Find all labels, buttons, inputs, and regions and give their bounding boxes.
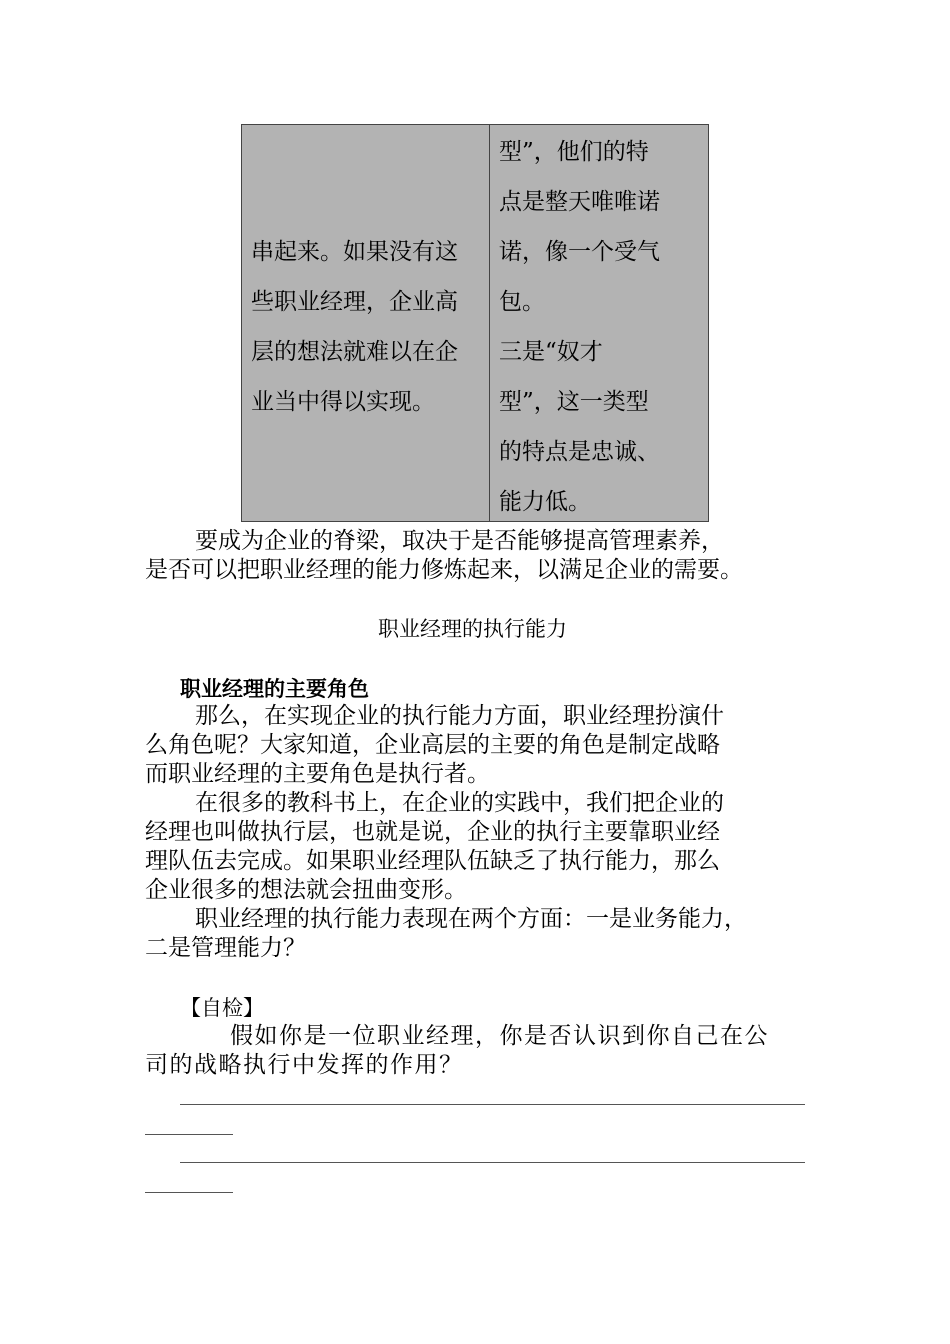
answer-line (145, 1134, 233, 1135)
paragraph-line: 要成为企业的脊梁，取决于是否能够提高管理素养， (195, 528, 724, 554)
paragraph-line: 么角色呢？大家知道，企业高层的主要的角色是制定战略 (145, 732, 720, 758)
paragraph-line: 经理也叫做执行层，也就是说，企业的执行主要靠职业经 (145, 819, 720, 845)
paragraph-line: 二是管理能力？ (145, 935, 306, 961)
answer-line (180, 1162, 805, 1163)
table-right-line: 能力低。 (499, 489, 591, 515)
table-left-line: 串起来。如果没有这 (251, 239, 458, 265)
section-title: 职业经理的执行能力 (378, 617, 567, 641)
paragraph-line: 是否可以把职业经理的能力修炼起来，以满足企业的需要。 (145, 557, 743, 583)
table-right-line: 三是“奴才 (499, 339, 603, 365)
table-left-line: 些职业经理，企业高 (251, 289, 458, 315)
answer-line (145, 1192, 233, 1193)
question-line: 司的战略执行中发挥的作用？ (145, 1052, 464, 1078)
table-right-line: 型”，他们的特 (499, 139, 649, 165)
paragraph-line: 在很多的教科书上，在企业的实践中，我们把企业的 (195, 790, 724, 816)
table-right-line: 型”，这一类型 (499, 389, 649, 415)
paragraph-line: 那么，在实现企业的执行能力方面，职业经理扮演什 (195, 703, 724, 729)
table-right-line: 的特点是忠诚、 (499, 439, 660, 465)
paragraph-line: 企业很多的想法就会扭曲变形。 (145, 877, 467, 903)
table-divider (489, 125, 490, 521)
paragraph-line: 理队伍去完成。如果职业经理队伍缺乏了执行能力，那么 (145, 848, 720, 874)
subsection-title: 职业经理的主要角色 (180, 677, 369, 701)
answer-line (180, 1104, 805, 1105)
table-right-line: 点是整天唯唯诺 (499, 189, 660, 215)
table-left-line: 层的想法就难以在企 (251, 339, 458, 365)
self-check-title: 【自检】 (180, 996, 264, 1020)
table-right-line: 诺，像一个受气 (499, 239, 660, 265)
table-right-line: 包。 (499, 289, 545, 315)
paragraph-line: 而职业经理的主要角色是执行者。 (145, 761, 490, 787)
question-line: 假如你是一位职业经理，你是否认识到你自己在公 (230, 1023, 769, 1049)
paragraph-line: 职业经理的执行能力表现在两个方面：一是业务能力， (195, 906, 747, 932)
table-left-line: 业当中得以实现。 (251, 389, 435, 415)
